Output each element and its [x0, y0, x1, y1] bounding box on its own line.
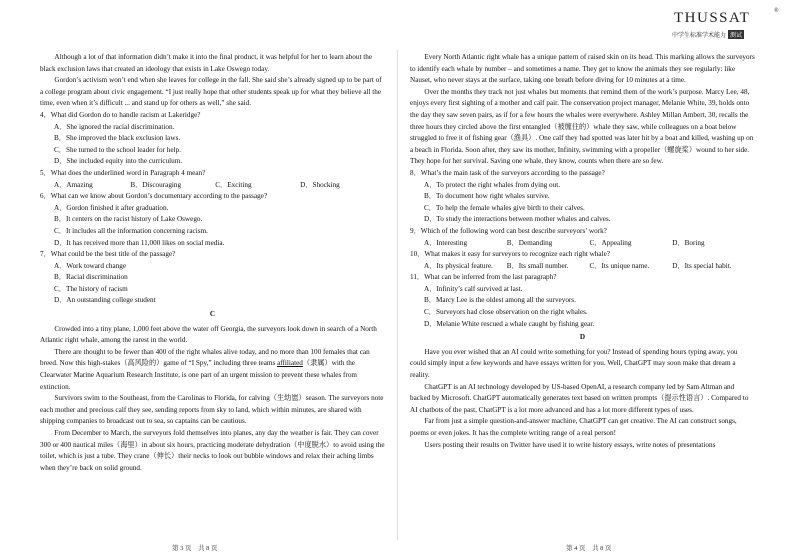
column-divider: [397, 50, 398, 540]
option: D．Shocking: [300, 180, 340, 189]
option: D．To study the interactions between mother whales and calves.: [424, 215, 611, 224]
logo-wordmark: THUSSAT: [674, 10, 751, 26]
paragraph: From December to March, the surveyors fold themselves into planes, any day the weather is fair. They can cover 300 or 400 nautical miles（海里）in about six hours, practicing moderate dehydration（中度脱水）to avoid using the toilet, which is just a tube. They crane（伸长）their necks to look out bubble windows and relax their aching limbs when they’re back on solid ground.: [40, 429, 385, 472]
option: B．To document how right whales survive.: [424, 192, 550, 201]
paragraph: [40, 347, 385, 393]
section-heading-d: D: [579, 333, 586, 342]
option: D．She included equity into the curriculum.: [54, 157, 183, 166]
option: A．Infinity’s calf survived at last.: [424, 284, 523, 293]
option: A．She ignored the racial discrimination.: [54, 122, 175, 131]
option: B．Racial discrimination: [54, 273, 128, 282]
question-7: 7．What could be the best title of the passage?: [40, 250, 176, 259]
paragraph: Users posting their results on Twitter have used it to write history essays, write notes of presentations: [424, 440, 716, 449]
paragraph: Have you ever wished that an AI could write something for you? Instead of spending hours typing away, you could simply input a few keywords and have essays written for you. Well, ChatGPT may soon make that dream a reality.: [410, 347, 738, 380]
registered-mark: ®: [774, 8, 779, 14]
underlined-word: affiliated: [277, 359, 303, 368]
option: D．An outstanding college student: [54, 296, 156, 305]
option: A．Amazing: [54, 180, 93, 189]
option: C．She turned to the school leader for help.: [54, 145, 181, 154]
option: A．Interesting: [424, 238, 468, 247]
option: A．To protect the right whales from dying out.: [424, 180, 561, 189]
option: D．It has received more than 11,000 likes on social media.: [54, 238, 225, 247]
paragraph: Over the months they track not just whales but moments that remind them of the work’s purpose. Marcy Lee, 48, enjoys every first sighting of a mother and calf pair. The conservation project manager, Melanie White, 39, holds onto the day they saw seven pairs, as if for a few hours the whales were everywhere. Ashley Millan Ambert, 30, recalls the three hours they circled above the first entangled（被缠住的）whale they saw, while colleagues on a boat below struggled to free it of fishing gear（渔具）. One calf they had spotted was later hit by a boat and killed, washing up on a beach in Florida. Soon after, they saw its mother, Infinity, swimming with a propeller（螺旋桨）wound to her side. They hope for her survival. Saving one whale, they know, counts when there are so few.: [410, 87, 754, 166]
option: B．Its small number.: [506, 261, 569, 270]
text-run: There are thought to be fewer than 400 of the right whales alive today, and no more than 100 females that can breed. Now this high-stakes（高风险的）game of “I Spy,” including three teams: [40, 347, 370, 368]
option: B．Demanding: [506, 238, 553, 247]
option: C．It includes all the information concerning racism.: [54, 226, 208, 235]
question-4: 4．What did Gordon do to handle racism at Lakeridge?: [40, 110, 201, 119]
option: C．To help the female whales give birth to their calves.: [424, 203, 585, 212]
option: A．Work toward change: [54, 261, 127, 270]
paragraph: Every North Atlantic right whale has a unique pattern of raised skin on its head. This marking allows the surveyors to identify each whale by number – and sometimes a name. They get to know the animals they see regularly: like Nauset, who never stays at the surface, taking one breath before diving for 10 minutes at a time.: [410, 53, 755, 85]
question-9: 9．Which of the following word can best describe surveyors’ work?: [410, 226, 607, 235]
option: C．The history of racism: [54, 284, 128, 293]
paragraph: Gordon’s activism won’t end when she leaves for college in the fall. She said she’s already signed up to be part of a college program about civic engagement. “I just really hope that other students speak up for what they believe all the time, even when it’s difficult ... and stand up for others as well,” she said.: [40, 76, 382, 108]
option: D．Boring: [672, 238, 705, 247]
options-row: [410, 261, 755, 273]
thussat-logo: [668, 8, 788, 48]
paragraph: Survivors swim to the Southeast, from the Carolinas to Florida, for calving（生幼崽）season. The surveyors note each mother and precious calf they see, sending reports from sky to land, which within minutes, are shared with shipping companies to broadcast out to sea, so captains can be cautious.: [40, 394, 384, 426]
logo-subtitle-text: 中学生标准学术能力: [672, 32, 727, 39]
option: C．Exciting: [215, 180, 252, 189]
question-10: 10．What makes it easy for surveyors to recognize each right whale?: [410, 250, 610, 259]
question-5: 5．What does the underlined word in Paragraph 4 mean?: [40, 168, 206, 177]
option: C．Surveyors had close observation on the right whales.: [424, 308, 588, 317]
text-run: （隶属）with the Clearwater Marine Aquarium Research Institute, is one part of an urgent mission to prevent these whales from extinction.: [40, 359, 358, 391]
option: A．Its physical feature.: [424, 261, 493, 270]
page-footer-right: 第 4 页 共 8 页: [566, 545, 612, 552]
option: B．Discouraging: [130, 180, 182, 189]
option: C．Appealing: [589, 238, 632, 247]
option: D．Its special habit.: [672, 261, 732, 270]
right-column: [410, 52, 755, 451]
option: B．It centers on the racist history of Lake Oswego.: [54, 215, 203, 224]
option: D．Melanie White rescued a whale caught by fishing gear.: [424, 319, 595, 328]
logo-subtitle: [672, 30, 744, 39]
left-column: [40, 52, 385, 474]
options-row: [410, 238, 755, 250]
question-11: 11．What can be inferred from the last paragraph?: [410, 273, 557, 282]
paragraph: Far from just a simple question-and-answer machine, ChatGPT can get creative. The AI can construct songs, poems or even jokes. It has the complete writing range of a real person!: [410, 417, 737, 437]
question-6: 6．What can we know about Gordon’s documentary according to the passage?: [40, 192, 268, 201]
paragraph: Although a lot of that information didn’t make it into the final product, it was helpful for her to learn about the black exclusion laws that created an ideology that exists in Lake Oswego today.: [40, 53, 373, 73]
option: B．She improved the black exclusion laws.: [54, 134, 181, 143]
option: C．Its unique name.: [589, 261, 650, 270]
question-8: 8．What’s the main task of the surveyors according to the passage?: [410, 168, 605, 177]
section-heading-c: C: [209, 310, 216, 319]
options-row: [40, 180, 385, 192]
option: A．Gordon finished it after graduation.: [54, 203, 169, 212]
option: B．Marcy Lee is the oldest among all the surveyors.: [424, 296, 576, 305]
paragraph: Crowded into a tiny plane, 1,000 feet above the water off Georgia, the surveyors look down in search of a North Atlantic right whale, among the rarest in the world.: [40, 324, 377, 345]
paragraph: ChatGPT is an AI technology developed by US-based OpenAI, a research company led by Sam Altman and backed by Microsoft. ChatGPT automatically generates text based on written prompts（提示性语言）. Compared to AI chatbots of the past, ChatGPT is a lot more advanced and has a lot more different types of uses.: [410, 382, 749, 414]
logo-badge: 测试: [730, 32, 743, 39]
page-footer-left: 第 3 页 共 8 页: [172, 545, 218, 552]
